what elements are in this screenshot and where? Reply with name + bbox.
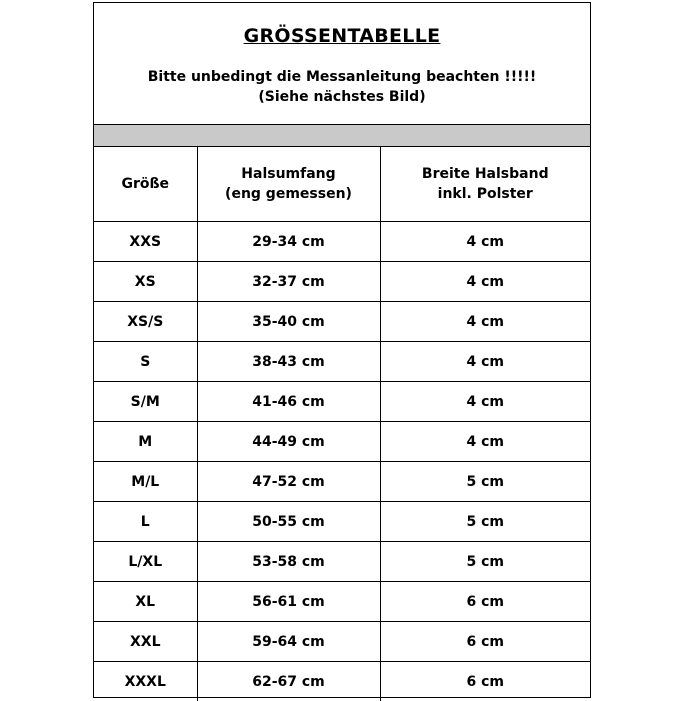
- chart-header: [94, 3, 590, 125]
- width-cell: 5 cm: [380, 542, 590, 582]
- width-cell: 4 cm: [380, 302, 590, 342]
- size-chart-sheet: [93, 2, 591, 698]
- column-header-neck: [197, 147, 380, 222]
- column-header-size-label: Größe: [94, 174, 197, 194]
- neck-cell: 59-64 cm: [197, 622, 380, 662]
- width-cell: 6 cm: [380, 662, 590, 701]
- table-row: [94, 382, 590, 422]
- table-row: [94, 342, 590, 382]
- table-row: [94, 542, 590, 582]
- neck-cell: 56-61 cm: [197, 582, 380, 622]
- size-cell: M/L: [94, 462, 197, 502]
- neck-cell: 44-49 cm: [197, 422, 380, 462]
- width-cell: 6 cm: [380, 582, 590, 622]
- width-cell: 5 cm: [380, 462, 590, 502]
- column-header-width: [380, 147, 590, 222]
- size-cell: XS/S: [94, 302, 197, 342]
- table-row: [94, 262, 590, 302]
- width-cell: 4 cm: [380, 222, 590, 262]
- size-cell: XXL: [94, 622, 197, 662]
- width-cell: 4 cm: [380, 342, 590, 382]
- measuring-note-reference: (Siehe nächstes Bild): [94, 89, 590, 105]
- column-header-width-sub: inkl. Polster: [381, 184, 591, 204]
- table-row: [94, 422, 590, 462]
- table-header-row: [94, 147, 590, 222]
- chart-title: GRÖSSENTABELLE: [94, 25, 590, 47]
- table-row: [94, 462, 590, 502]
- size-cell: XXXL: [94, 662, 197, 701]
- column-header-size: [94, 147, 197, 222]
- width-cell: 6 cm: [380, 622, 590, 662]
- neck-cell: 38-43 cm: [197, 342, 380, 382]
- size-cell: S: [94, 342, 197, 382]
- table-row: [94, 582, 590, 622]
- neck-cell: 50-55 cm: [197, 502, 380, 542]
- size-cell: L/XL: [94, 542, 197, 582]
- column-header-neck-sub: (eng gemessen): [198, 184, 380, 204]
- table-row: [94, 222, 590, 262]
- size-cell: S/M: [94, 382, 197, 422]
- width-cell: 4 cm: [380, 382, 590, 422]
- neck-cell: 41-46 cm: [197, 382, 380, 422]
- column-header-width-label: Breite Halsband: [381, 164, 591, 184]
- table-row: [94, 662, 590, 701]
- neck-cell: 53-58 cm: [197, 542, 380, 582]
- neck-cell: 62-67 cm: [197, 662, 380, 701]
- neck-cell: 35-40 cm: [197, 302, 380, 342]
- width-cell: 4 cm: [380, 262, 590, 302]
- table-row: [94, 302, 590, 342]
- size-cell: XS: [94, 262, 197, 302]
- size-table: [94, 147, 590, 701]
- neck-cell: 32-37 cm: [197, 262, 380, 302]
- size-cell: XL: [94, 582, 197, 622]
- size-cell: M: [94, 422, 197, 462]
- table-row: [94, 622, 590, 662]
- width-cell: 4 cm: [380, 422, 590, 462]
- neck-cell: 29-34 cm: [197, 222, 380, 262]
- size-cell: XXS: [94, 222, 197, 262]
- width-cell: 5 cm: [380, 502, 590, 542]
- measuring-note: Bitte unbedingt die Messanleitung beachten !!!!!: [94, 69, 590, 85]
- table-row: [94, 502, 590, 542]
- column-header-neck-label: Halsumfang: [198, 164, 380, 184]
- neck-cell: 47-52 cm: [197, 462, 380, 502]
- header-divider-bar: [94, 125, 590, 147]
- size-cell: L: [94, 502, 197, 542]
